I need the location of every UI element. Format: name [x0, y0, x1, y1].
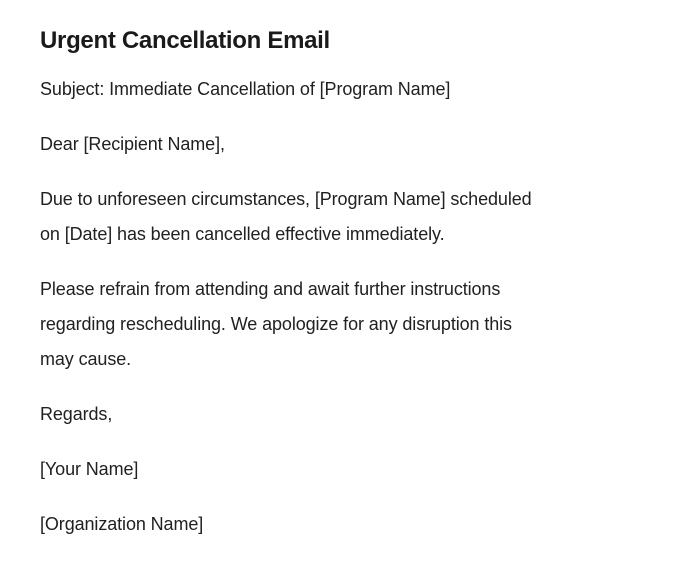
body-paragraph-2-line-2: regarding rescheduling. We apologize for any disruption this — [40, 314, 512, 334]
body-paragraph-1 — [40, 182, 672, 252]
body-paragraph-2-line-1: Please refrain from attending and await further instructions — [40, 279, 501, 299]
closing-text: Regards, — [40, 404, 113, 424]
body-paragraph-1-line-2: on [Date] has been cancelled effective immediately. — [40, 224, 445, 244]
closing — [40, 397, 672, 432]
page-title: Urgent Cancellation Email — [40, 27, 330, 54]
signature-name-text: [Your Name] — [40, 459, 139, 479]
signature-organization-text: [Organization Name] — [40, 514, 204, 534]
subject-line — [40, 72, 672, 107]
body-paragraph-1-line-1: Due to unforeseen circumstances, [Program Name] scheduled — [40, 189, 532, 209]
body-paragraph-2 — [40, 272, 672, 377]
body-paragraph-2-line-3: may cause. — [40, 349, 132, 369]
salutation — [40, 127, 672, 162]
signature-organization — [40, 507, 672, 542]
signature-name — [40, 452, 672, 487]
subject-line-text: Subject: Immediate Cancellation of [Program Name] — [40, 79, 451, 99]
salutation-text: Dear [Recipient Name], — [40, 134, 225, 154]
